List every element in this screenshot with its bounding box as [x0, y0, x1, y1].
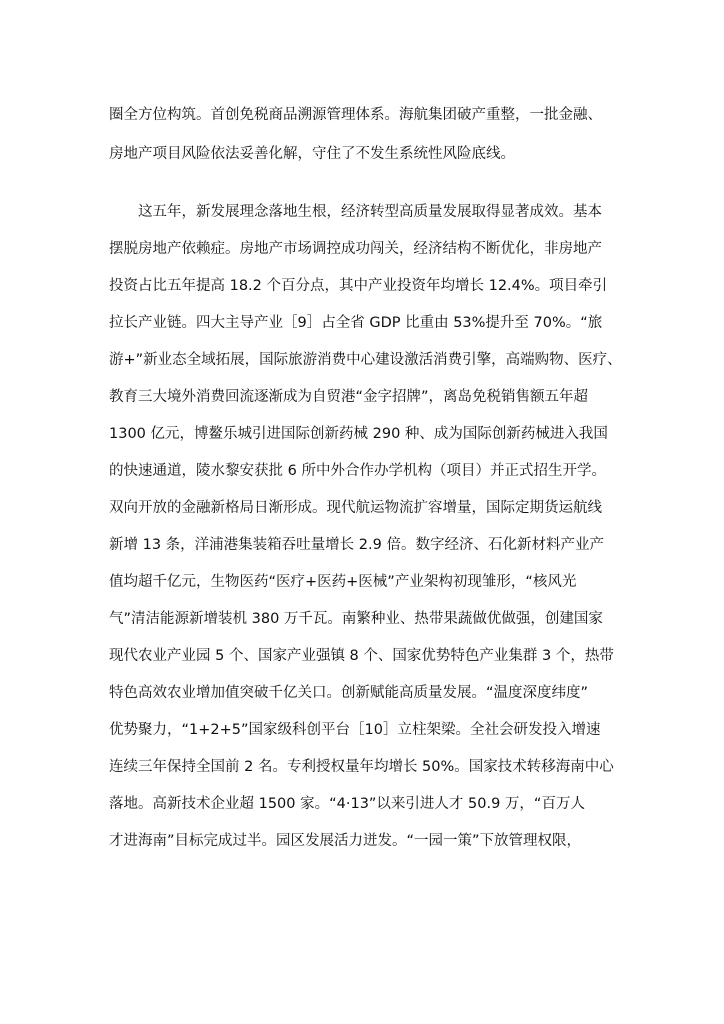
text-line: 这五年，新发展理念落地生根，经济转型高质量发展取得显著成效。基本 — [138, 204, 602, 220]
text-line: 双向开放的金融新格局日渐形成。现代航运物流扩容增量，国际定期货运航线 — [109, 500, 602, 516]
text-line: 才进海南”目标完成过半。园区发展活力迸发。“一园一策”下放管理权限， — [109, 833, 582, 849]
text-line: 房地产项目风险依法妥善化解，守住了不发生系统性风险底线。 — [109, 146, 515, 162]
text-line: 投资占比五年提高 18.2 个百分点，其中产业投资年均增长 12.4%。项目牵引 — [109, 278, 608, 294]
text-line: 优势聚力，“1+2+5”国家级科创平台［10］立柱架梁。全社会研发投入增速 — [109, 722, 601, 738]
text-line: 的快速通道，陵水黎安获批 6 所中外合作办学机构（项目）并正式招生开学。 — [109, 463, 606, 479]
text-line: 游+”新业态全域拓展，国际旅游消费中心建设激活消费引擎，高端购物、医疗、 — [109, 352, 622, 368]
text-line: 圈全方位构筑。首创免税商品溯源管理体系。海航集团破产重整，一批金融、 — [109, 107, 602, 123]
text-line: 值均超千亿元，生物医药“医疗+医药+医械”产业架构初现雏形，“核风光 — [109, 574, 577, 590]
text-line: 落地。高新技术企业超 1500 家。“4·13”以来引进人才 50.9 万，“百万人 — [109, 796, 585, 812]
text-line: 教育三大境外消费回流逐渐成为自贸港“金字招牌”，离岛免税销售额五年超 — [109, 389, 589, 405]
text-line: 现代农业产业园 5 个、国家产业强镇 8 个、国家优势特色产业集群 3 个，热带 — [109, 648, 614, 664]
text-line: 拉长产业链。四大主导产业［9］占全省 GDP 比重由 53%提升至 70%。“旅 — [109, 315, 603, 331]
text-line: 连续三年保持全国前 2 名。专利授权量年均增长 50%。国家技术转移海南中心 — [109, 759, 614, 775]
text-line: 摆脱房地产依赖症。房地产市场调控成功闯关，经济结构不断优化，非房地产 — [109, 241, 602, 257]
text-line: 新增 13 条，洋浦港集装箱吞吐量增长 2.9 倍。数字经济、石化新材料产业产 — [109, 537, 604, 553]
text-line: 1300 亿元，博鳌乐城引进国际创新药械 290 种、成为国际创新药械进入我国 — [109, 426, 608, 442]
text-line: 特色高效农业增加值突破千亿关口。创新赋能高质量发展。“温度深度纬度” — [109, 685, 589, 701]
text-line: 气”清洁能源新增装机 380 万千瓦。南繁种业、热带果蔬做优做强，创建国家 — [109, 611, 603, 627]
